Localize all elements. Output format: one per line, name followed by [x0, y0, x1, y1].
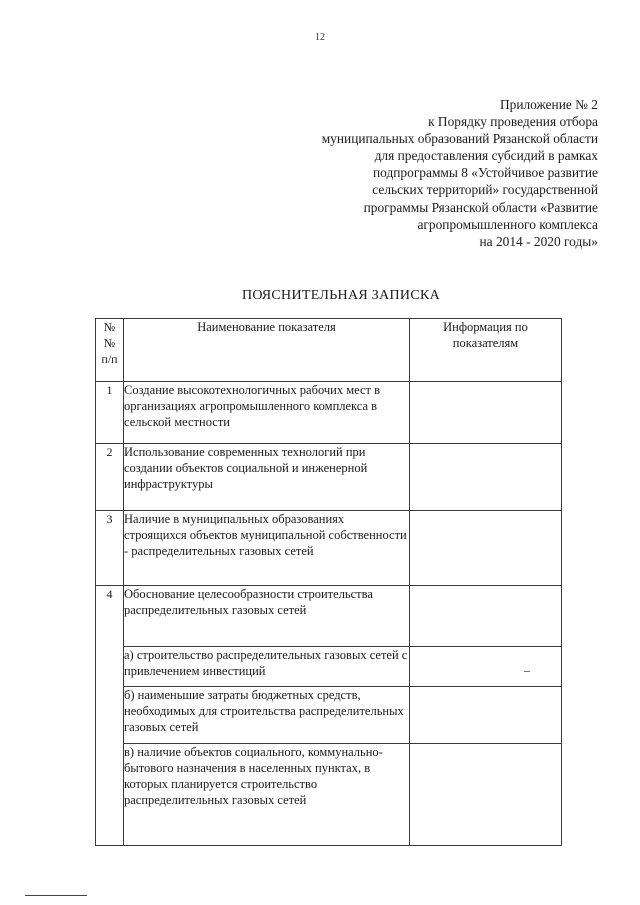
row-name: Использование современных технологий при создании объектов социальной и инженерной инфраструктуры — [124, 444, 410, 511]
subrow-info — [410, 687, 562, 744]
appendix-line: для предоставления субсидий в рамках — [374, 148, 598, 164]
header-info-line: Информация по — [443, 320, 528, 334]
appendix-line: Приложение № 2 — [499, 97, 598, 112]
subrow-name: а) строительство распределительных газовых сетей с привлечением инвестиций — [124, 647, 410, 687]
header-info-line: показателям — [452, 336, 519, 350]
header-name: Наименование показателя — [124, 319, 410, 382]
header-number-line: п/п — [101, 352, 118, 366]
row-name: Наличие в муниципальных образованиях строящихся объектов муниципальной собственности - распределительных газовых сетей — [124, 511, 410, 586]
appendix-line: агропромышленного комплекса — [417, 216, 598, 232]
appendix-line: муниципальных образований Рязанской области — [321, 131, 598, 147]
subrow-name: в) наличие объектов социального, коммунально-бытового назначения в населенных пунктах, в которых планируется строительство распределительных газовых сетей — [124, 744, 410, 846]
document-title: ПОЯСНИТЕЛЬНАЯ ЗАПИСКА — [241, 288, 441, 303]
row-info — [410, 382, 562, 444]
subrow-name: б) наименьшие затраты бюджетных средств, необходимых для строительства распределительных газовых сетей — [124, 687, 410, 744]
appendix-header — [238, 96, 598, 250]
row-info — [410, 586, 562, 647]
row-name: Обоснование целесообразности строительства распределительных газовых сетей — [124, 586, 410, 647]
header-number-line: № — [103, 336, 116, 350]
table-subrow — [96, 687, 562, 744]
appendix-line: к Порядку проведения отбора — [428, 114, 598, 130]
page-number: 12 — [315, 32, 325, 43]
appendix-line: подпрограммы 8 «Устойчивое развитие — [372, 165, 598, 181]
table-header-row — [96, 319, 562, 382]
row-name: Создание высокотехнологичных рабочих мест в организациях агропромышленного комплекса в сельской местности — [124, 382, 410, 444]
table-row — [96, 511, 562, 586]
table-row — [96, 382, 562, 444]
appendix-line: на 2014 - 2020 годы» — [479, 233, 598, 249]
table-row — [96, 586, 562, 647]
row-info — [410, 511, 562, 586]
header-number-line: № — [103, 320, 116, 334]
row-number: 1 — [96, 382, 124, 444]
subrow-info — [410, 647, 562, 687]
subrow-info — [410, 744, 562, 846]
table-subrow — [96, 744, 562, 846]
header-number — [96, 319, 124, 382]
appendix-line: программы Рязанской области «Развитие — [363, 199, 598, 215]
row-number: 3 — [96, 511, 124, 586]
row-number: 2 — [96, 444, 124, 511]
row-number: 4 — [96, 586, 124, 846]
header-info — [410, 319, 562, 382]
row-info — [410, 444, 562, 511]
table-row — [96, 444, 562, 511]
footer-divider — [25, 895, 87, 896]
appendix-line: сельских территорий» государственной — [372, 182, 598, 198]
indicators-table — [95, 318, 562, 846]
stray-dash-mark — [524, 671, 530, 672]
table-subrow — [96, 647, 562, 687]
